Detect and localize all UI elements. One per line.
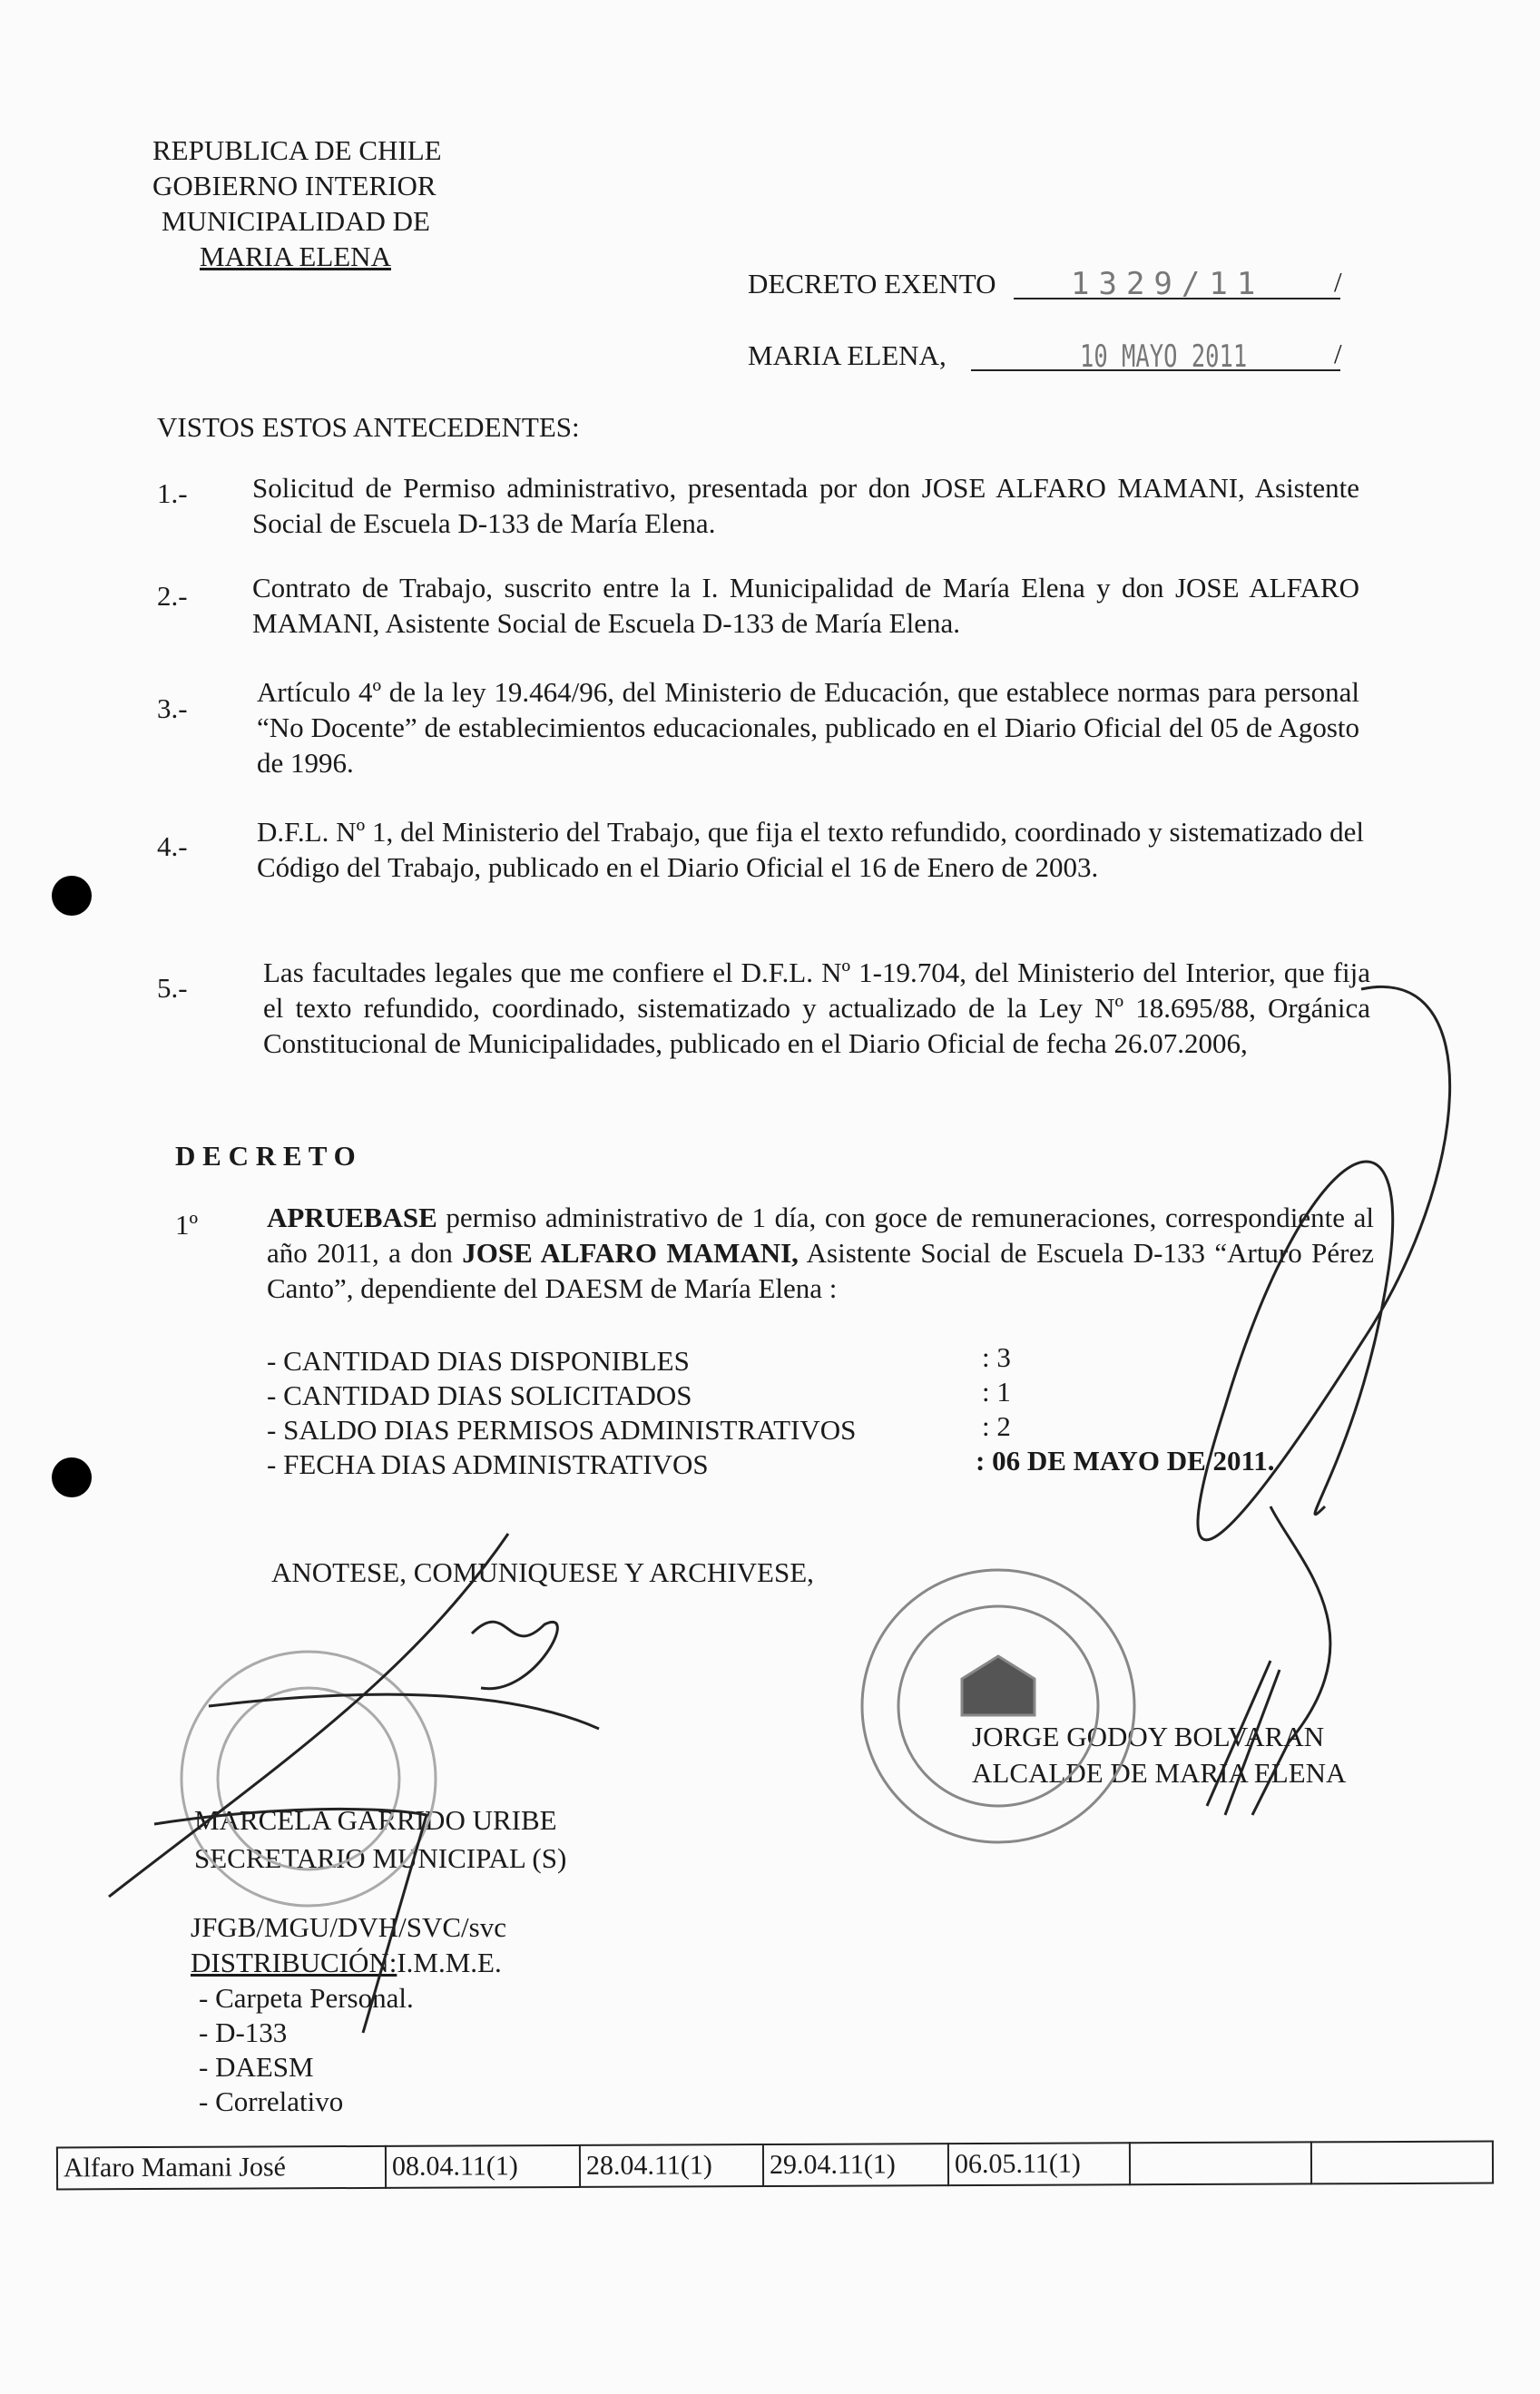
detail-label: - CANTIDAD DIAS SOLICITADOS (267, 1379, 692, 1411)
secretary-name: MARCELA GARRIDO URIBE (194, 1804, 557, 1836)
header-line: REPUBLICA DE CHILE (152, 134, 442, 166)
mayor-name: JORGE GODOY BOLVARAN (972, 1721, 1325, 1752)
item-number: 3.- (157, 692, 188, 724)
place-label: MARIA ELENA, (748, 339, 947, 371)
signature (109, 986, 1450, 2033)
header-line: MUNICIPALIDAD DE (162, 205, 430, 237)
distribution-item: - DAESM (199, 2051, 314, 2083)
header-line: GOBIERNO INTERIOR (152, 170, 436, 201)
item-number: 2.- (157, 580, 188, 612)
vistos-item: Contrato de Trabajo, suscrito entre la I. Municipalidad de María Elena y don JOSE ALFARO MAMANI, Asistente Social de Escuela D-133 de María Elena. (252, 572, 1359, 639)
table-cell: 08.04.11(1) (386, 2145, 580, 2188)
mayor-title: ALCALDE DE MARIA ELENA (972, 1757, 1347, 1789)
decreto-title: D E C R E T O (175, 1140, 356, 1172)
vistos-item: Las facultades legales que me confiere el D.F.L. Nº 1-19.704, del Ministerio del Interior, que fija el texto refundido, coordinado, sistematizado y actualizado de la Ley Nº 18.695/88, Orgánica Constitucional de Municipalidades, publicado en el Diario Oficial de fecha 26.07.2006, (263, 957, 1370, 1059)
detail-value: : 3 (982, 1341, 1011, 1373)
detail-label: - CANTIDAD DIAS DISPONIBLES (267, 1345, 690, 1377)
detail-label: - SALDO DIAS PERMISOS ADMINISTRATIVOS (267, 1414, 857, 1446)
table-cell: 28.04.11(1) (580, 2144, 763, 2187)
table-cell: Alfaro Mamani José (57, 2146, 386, 2190)
table-cell: 06.05.11(1) (948, 2143, 1130, 2185)
decree-label: DECRETO EXENTO (748, 268, 996, 299)
initials: JFGB/MGU/DVH/SVC/svc (191, 1911, 506, 1943)
decree-date: 10 MAYO 2011 (1080, 338, 1248, 375)
detail-label: - FECHA DIAS ADMINISTRATIVOS (267, 1448, 709, 1480)
item-number: 5.- (157, 972, 188, 1004)
vistos-item: Artículo 4º de la ley 19.464/96, del Ministerio de Educación, que establece normas para personal “No Docente” de establecimientos educacionales, publicado en el Diario Oficial del 05 de Agosto de 1996. (257, 676, 1359, 779)
closing-text: ANOTESE, COMUNIQUESE Y ARCHIVESE, (271, 1556, 814, 1588)
decree-number: 1329/11 (1071, 266, 1265, 302)
mayor-stamp (862, 1570, 1134, 1842)
vistos-title: VISTOS ESTOS ANTECEDENTES: (157, 411, 580, 443)
distribution-item: - Correlativo (199, 2085, 344, 2117)
distribution: DISTRIBUCIÓN:I.M.M.E. (191, 1947, 502, 1978)
detail-value: : 1 (982, 1376, 1011, 1408)
article-text: APRUEBASE permiso administrativo de 1 día, con goce de remuneraciones, correspondiente al año 2011, a don JOSE ALFARO MAMANI, Asistente Social de Escuela D-133 “Arturo Pérez Canto”, dependiente del DAESM de María Elena : (267, 1202, 1374, 1304)
item-number: 4.- (157, 830, 188, 862)
vistos-item: D.F.L. Nº 1, del Ministerio del Trabajo, que fija el texto refundido, coordinado y sistematizado del Código del Trabajo, publicado en el Diario Oficial el 16 de Enero de 2003. (257, 816, 1364, 883)
detail-value: : 2 (982, 1410, 1011, 1442)
decree-document: REPUBLICA DE CHILE GOBIERNO INTERIOR MUNICIPALIDAD DE MARIA ELENA DECRETO EXENTO 1329/11 / MARIA ELENA, 10 MAYO 2011 / VISTOS ESTOS ANTECEDENTES: 1.- Solicitud de Permiso administrativo, presentada por don JOSE ALFARO MAMANI, Asistente Social de Escuela D-133 de María Elena. 2.- Contrato de Trabajo, suscrito entre la I. Municipalidad de María Elena y don JOSE ALFARO MAMANI, Asistente Social de Escuela D-133 de María Elena. 3.- Artículo 4º de la ley 19.464/96, del Ministerio de Educación, que establece normas para personal “No Docente” de establecimientos educacionales, publicado en el Diario Oficial del 05 de Agosto de 1996. 4.- D.F.L. Nº 1, del Ministerio del Trabajo, que fija el texto refundido, coordinado y sistematizado del Código del Trabajo, publicado en el Diario Oficial el 16 de Enero de 2003. 5.- Las facultades legales que me confiere el D.F.L. Nº 1-19.704, del Ministerio del Interior, que fija el texto refundido, coordinado, sistematizado y actualizado de la Ley Nº 18.695/88, Orgánica Constitucional de Municipalidades, publicado en el Diario Oficial de fecha 26.07.2006, D E C R E T O 1º APRUEBASE permiso administrativo de 1 día, con goce de remuneraciones, correspondiente al año 2011, a don JOSE ALFARO MAMANI, Asistente Social de Escuela D-133 “Arturo Pérez Canto”, dependiente del DAESM de María Elena : - CANTIDAD DIAS DISPONIBLES : 3 - CANTIDAD DIAS SOLICITADOS : 1 - SALDO DIAS PERMISOS ADMINISTRATIVOS : 2 - FECHA DIAS ADMINISTRATIVOS : 06 DE MAYO DE 2011. ANOTESE, COMUNIQUESE Y ARCHIVESE, JORGE GODOY BOLVARAN ALCALDE DE MARIA ELENA MARCELA GARRIDO URIBE SECRETARIO MUNICIPAL (S) JFGB/MGU/DVH/SVC/svc DISTRIBUCIÓN:I.M.M.E. - Carpeta Personal. - D-133 - DAESM - Correlativo Alfaro Mamani José 08.04.11(1) 28.04.11(1) 29.04.11(1) 06.05.11(1) (0, 0, 1540, 2394)
item-number: 1.- (157, 477, 188, 509)
vistos-item: Solicitud de Permiso administrativo, presentada por don JOSE ALFARO MAMANI, Asistente Social de Escuela D-133 de María Elena. (252, 472, 1359, 539)
header-line: MARIA ELENA (200, 240, 391, 272)
article-number: 1º (175, 1209, 199, 1241)
distribution-item: - D-133 (199, 2016, 288, 2048)
detail-value: : 06 DE MAYO DE 2011. (976, 1445, 1275, 1477)
secretary-title: SECRETARIO MUNICIPAL (S) (194, 1842, 567, 1874)
distribution-item: - Carpeta Personal. (199, 1982, 414, 2014)
secretary-stamp (181, 1652, 436, 1906)
table-cell: 29.04.11(1) (763, 2144, 948, 2186)
